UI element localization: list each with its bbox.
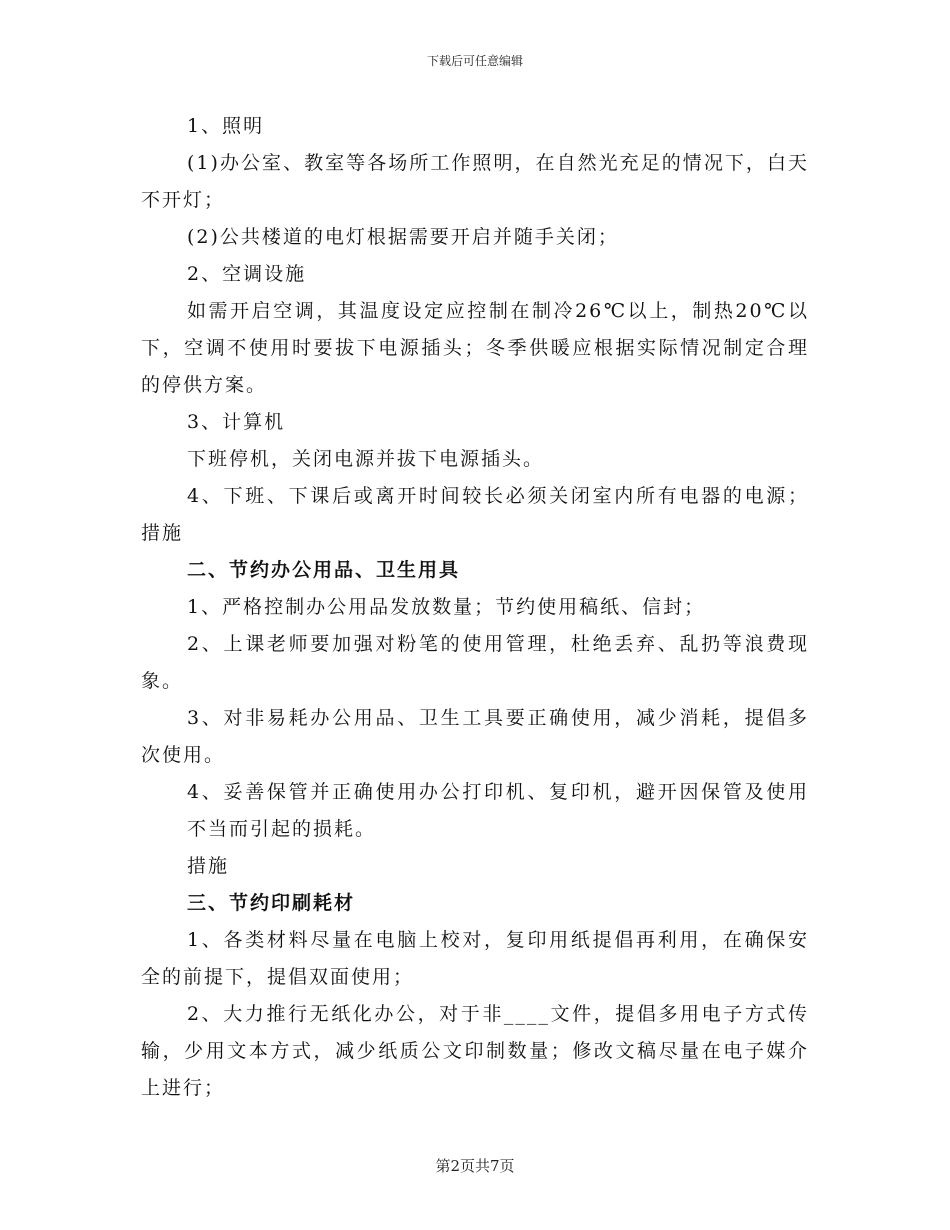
paragraph: (1)办公室、教室等各场所工作照明，在自然光充足的情况下，白天不开灯； xyxy=(141,152,809,211)
paragraph: 2、大力推行无纸化办公，对于非____文件，提倡多用电子方式传输，少用文本方式，减少纸质公文印制数量；修改文稿尽量在电子媒介上进行； xyxy=(141,1003,809,1099)
paragraph: 1、严格控制办公用品发放数量；节约使用稿纸、信封； xyxy=(187,596,706,618)
paragraph: 3、计算机 xyxy=(187,411,286,433)
section-heading: 三、节约印刷耗材 xyxy=(187,892,356,914)
paragraph: 措施 xyxy=(187,855,230,877)
paragraph: 2、空调设施 xyxy=(187,263,307,285)
paragraph: 下班停机，关闭电源并拔下电源插头。 xyxy=(187,448,545,470)
paragraph: 4、妥善保管并正确使用办公打印机、复印机，避开因保管及使用不当而引起的损耗。 xyxy=(187,781,809,840)
paragraph: 1、照明 xyxy=(187,115,265,137)
paragraph: (2)公共楼道的电灯根据需要开启并随手关闭； xyxy=(187,226,619,248)
page-header: 下载后可任意编辑 xyxy=(426,54,523,68)
section-heading: 二、节约办公用品、卫生用具 xyxy=(187,559,461,581)
paragraph: 如需开启空调，其温度设定应控制在制冷26℃以上，制热20℃以下，空调不使用时要拔下电源插头；冬季供暖应根据实际情况制定合理的停供方案。 xyxy=(141,300,809,396)
paragraph: 1、各类材料尽量在电脑上校对，复印用纸提倡再利用，在确保安全的前提下，提倡双面使用； xyxy=(141,929,809,988)
page-footer: 第2页共7页 xyxy=(435,1157,515,1175)
paragraph: 2、上课老师要加强对粉笔的使用管理，杜绝丢弃、乱扔等浪费现象。 xyxy=(141,633,809,692)
paragraph: 3、对非易耗办公用品、卫生工具要正确使用，减少消耗，提倡多次使用。 xyxy=(141,707,809,766)
document-body xyxy=(141,108,809,1107)
paragraph: 4、下班、下课后或离开时间较长必须关闭室内所有电器的电源；措施 xyxy=(141,485,809,544)
